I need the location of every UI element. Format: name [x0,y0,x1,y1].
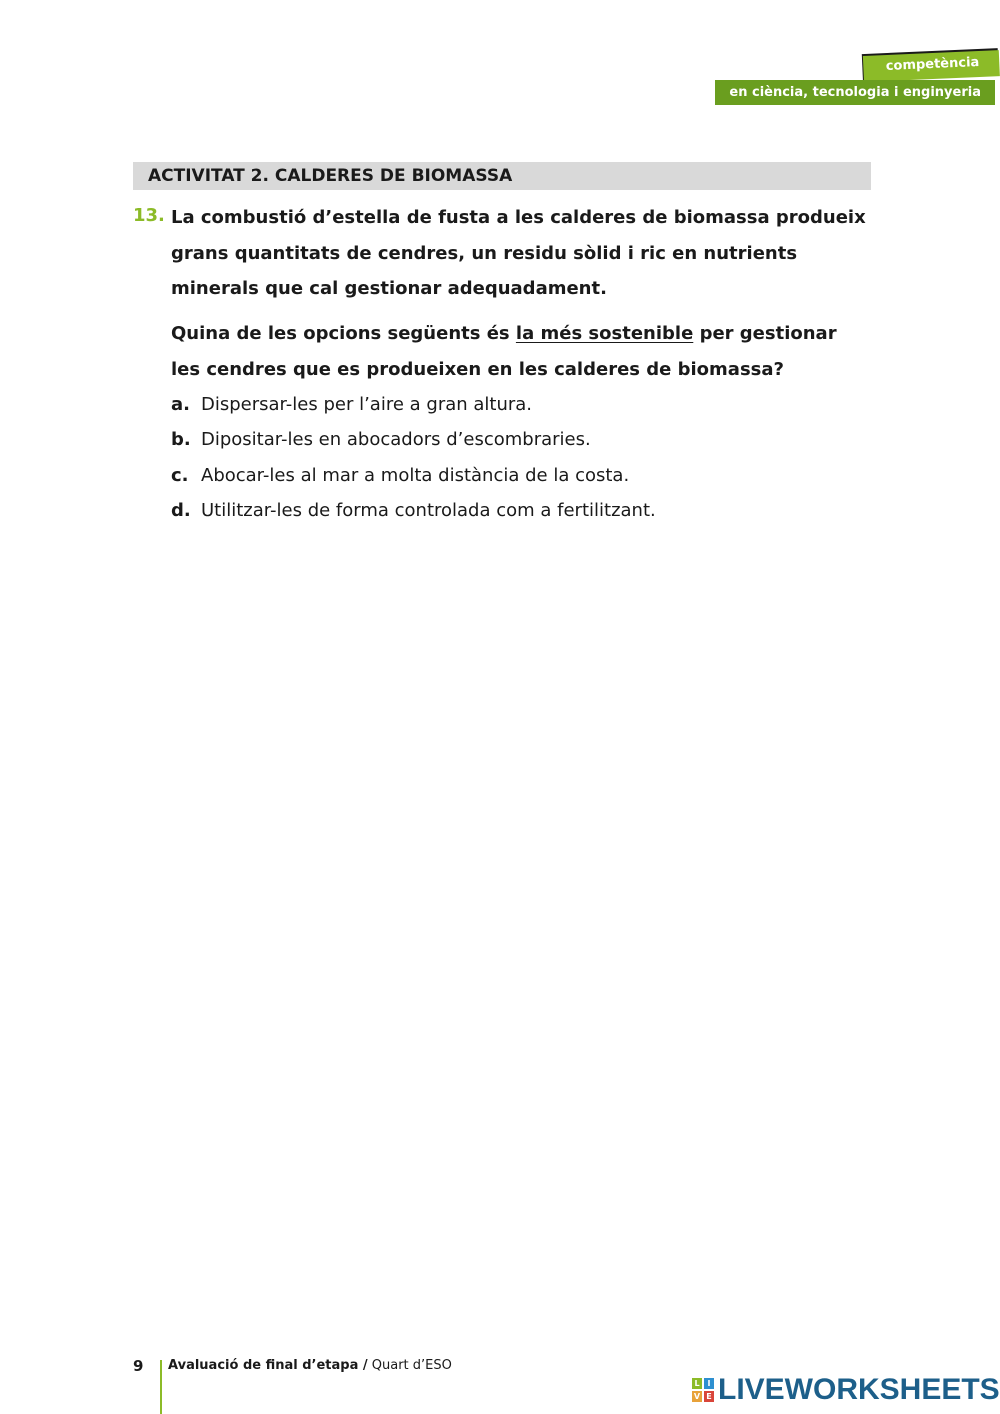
competence-tag [863,50,1000,82]
option-d[interactable] [171,493,871,528]
option-text: Utilitzar-les de forma controlada com a fertilitzant. [201,499,656,521]
option-text: Dispersar-les per l’aire a gran altura. [201,394,533,415]
logo-grid-letter: V [693,1392,701,1401]
footer-title-bold: Avaluació de final d’etapa / [168,1358,368,1373]
logo-grid-letter: L [692,1378,702,1389]
question-prompt [171,316,871,387]
logo-grid-icon [692,1378,714,1402]
logo-wordmark: LIVEWORKSHEETS [718,1373,1000,1406]
option-letter: d. [171,499,191,521]
question-prompt-end: per gestionar les cendres que es produeixen en les calderes de biomassa? [171,323,837,380]
question-prompt-start: Quina de les opcions següents és [171,323,516,344]
answer-options [171,387,871,528]
option-text: Dipositar-les en abocadors d’escombraries. [201,429,591,451]
option-letter: c. [171,464,189,486]
footer-title-regular: Quart d’ESO [367,1358,452,1373]
page-number: 9 [133,1357,144,1375]
section-title: ACTIVITAT 2. CALDERES DE BIOMASSA [133,162,871,190]
logo-grid-letter: I [704,1378,714,1389]
competence-area-label: en ciència, tecnologia i enginyeria [715,80,995,105]
liveworksheets-logo[interactable] [692,1374,1000,1406]
option-b[interactable] [171,422,871,457]
option-letter: b. [171,429,191,451]
question-number: 13. [133,205,165,226]
option-a[interactable] [171,387,871,422]
logo-grid-letter: E [704,1391,714,1402]
footer-divider [160,1360,162,1414]
question-prompt-emphasis: la més sostenible [515,323,694,344]
option-text: Abocar-les al mar a molta distància de la costa. [201,464,630,486]
question-statement: La combustió d’estella de fusta a les calderes de biomassa produeix grans quantitats de cendres, un residu sòlid i ric en nutrients minerals que cal gestionar adequadament. [171,207,866,299]
footer-title [168,1358,452,1373]
option-letter: a. [171,394,190,415]
competence-tag-label: competència [885,54,980,75]
option-c[interactable] [171,458,871,493]
